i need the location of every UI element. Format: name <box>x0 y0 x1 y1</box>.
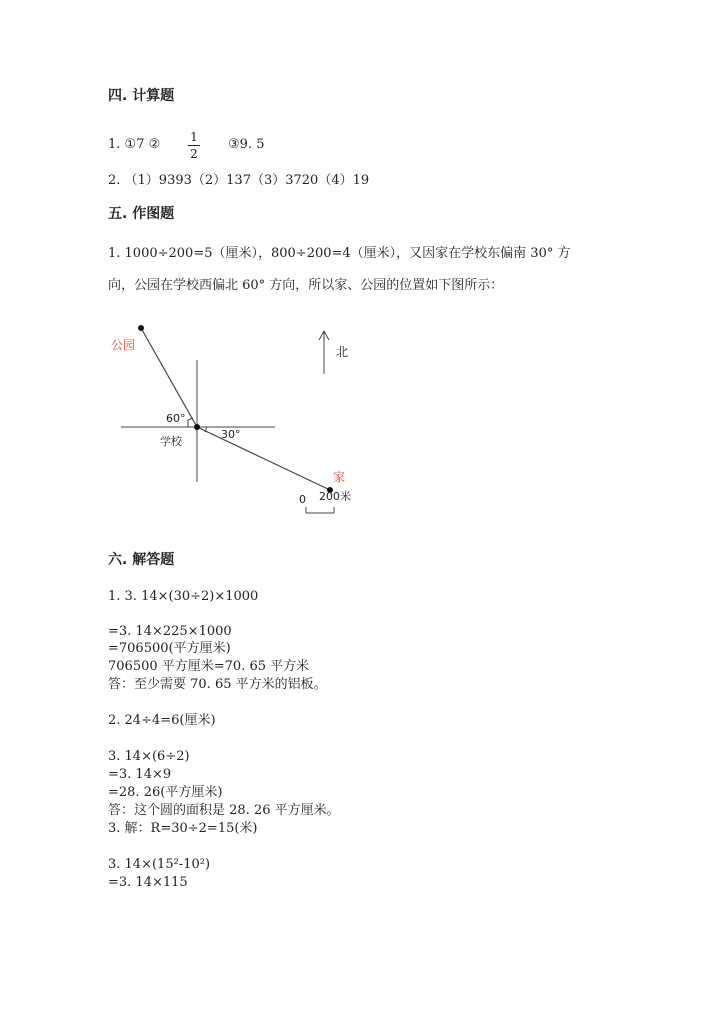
school-point <box>194 424 200 430</box>
answer-6-line: =706500(平方厘米) <box>108 641 231 656</box>
answer-6-line: =28. 26(平方厘米) <box>108 785 223 800</box>
answer-6-line: 3. 解：R=30÷2=15(米) <box>108 821 258 836</box>
section-4-heading: 四. 计算题 <box>108 88 175 104</box>
school-label: 学校 <box>160 435 182 448</box>
answer-4-1-part3: ③9. 5 <box>228 137 265 152</box>
answer-4-1: 1. ①7 ② <box>108 137 161 152</box>
answer-6-line: =3. 14×115 <box>108 875 188 890</box>
answer-4-2: 2. （1）9393（2）137（3）3720（4）19 <box>108 173 370 188</box>
scale-bar <box>306 507 334 513</box>
scale-zero-label: 0 <box>299 493 306 506</box>
scale-value-label: 200米 <box>319 490 351 503</box>
answer-6-line: 2. 24÷4=6(厘米) <box>108 713 216 728</box>
answer-6-line: =3. 14×9 <box>108 767 172 782</box>
fraction-denominator: 2 <box>190 147 198 161</box>
park-label: 公园 <box>111 338 136 352</box>
answer-6-line: 答：至少需要 70. 65 平方米的铝板。 <box>108 677 327 692</box>
answer-5-line-1: 1. 1000÷200=5（厘米），800÷200=4（厘米），又因家在学校东偏南 30° 方 <box>108 246 571 261</box>
home-direction-line <box>197 427 330 490</box>
section-6-heading: 六. 解答题 <box>108 552 175 568</box>
park-point <box>138 325 144 331</box>
answer-6-line: 706500 平方厘米=70. 65 平方米 <box>108 659 310 674</box>
section-5-heading: 五. 作图题 <box>108 206 175 222</box>
angle-60-label: 60° <box>166 412 186 425</box>
north-label: 北 <box>336 345 349 359</box>
answer-6-line: 1. 3. 14×(30÷2)×1000 <box>108 589 259 604</box>
home-label: 家 <box>333 470 346 484</box>
answer-6-line: =3. 14×225×1000 <box>108 624 232 639</box>
fraction-numerator: 1 <box>188 130 200 146</box>
answer-5-line-2: 向，公园在学校西偏北 60° 方向，所以家、公园的位置如下图所示： <box>108 278 504 293</box>
answer-6-line: 3. 14×(15²-10²) <box>108 857 211 872</box>
answer-6-line: 答：这个圆的面积是 28. 26 平方厘米。 <box>108 803 340 818</box>
angle-30-label: 30° <box>221 428 241 441</box>
answer-6-line: 3. 14×(6÷2) <box>108 749 190 764</box>
